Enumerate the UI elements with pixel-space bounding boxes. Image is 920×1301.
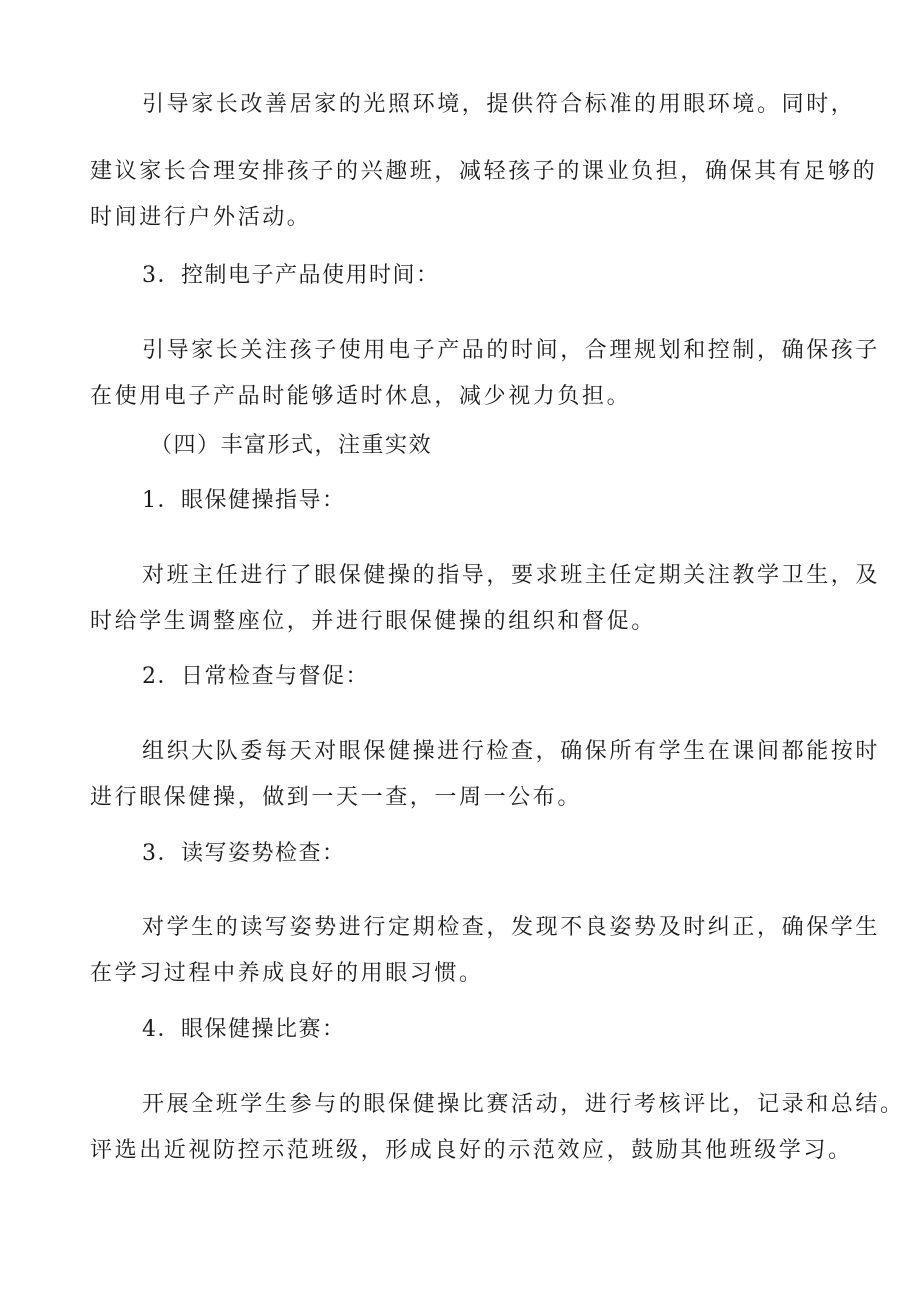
paragraph-line: 引导家长改善居家的光照环境，提供符合标准的用眼环境。同时， [142,92,856,117]
paragraph-line: 时给学生调整座位，并进行眼保健操的组织和督促。 [90,609,656,634]
subheading-daily-check: 2．日常检查与督促： [142,664,369,689]
paragraph-line: 对班主任进行了眼保健操的指导，要求班主任定期关注教学卫生，及 [142,563,881,588]
paragraph-line: 开展全班学生参与的眼保健操比赛活动，进行考核评比，记录和总结。 [142,1092,905,1117]
paragraph-line: 在使用电子产品时能够适时休息，减少视力负担。 [90,384,632,409]
subheading-posture: 3．读写姿势检查： [142,841,346,866]
paragraph-line: 建议家长合理安排孩子的兴趣班，减轻孩子的课业负担，确保其有足够的 [90,159,878,184]
subheading-eye-exercise: 1．眼保健操指导： [142,488,346,513]
subheading-competition: 4．眼保健操比赛： [142,1017,346,1042]
section-heading: （四）丰富形式，注重实效 [150,433,433,458]
subheading-electronics: 3．控制电子产品使用时间： [142,263,440,288]
paragraph-line: 进行眼保健操，做到一天一查，一周一公布。 [90,785,583,810]
paragraph-line: 时间进行户外活动。 [90,205,312,230]
paragraph-line: 组织大队委每天对眼保健操进行检查，确保所有学生在课间都能按时 [142,739,881,764]
paragraph-line: 评选出近视防控示范班级，形成良好的示范效应，鼓励其他班级学习。 [90,1138,853,1163]
paragraph-line: 对学生的读写姿势进行定期检查，发现不良姿势及时纠正，确保学生 [142,915,881,940]
paragraph-line: 在学习过程中养成良好的用眼习惯。 [90,961,484,986]
paragraph-line: 引导家长关注孩子使用电子产品的时间，合理规划和控制，确保孩子 [142,338,881,363]
